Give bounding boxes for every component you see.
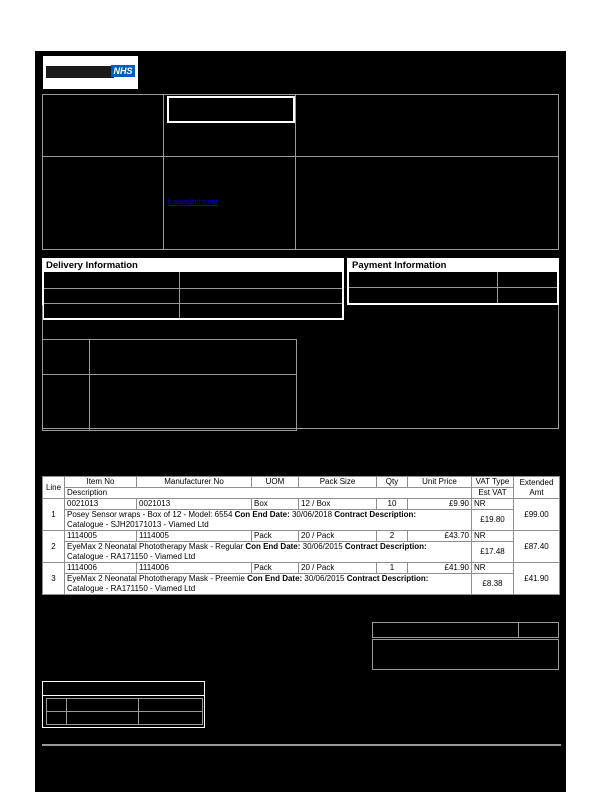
approval-col-line-2 [138,698,139,725]
approval-box-header-line [43,695,204,696]
item-line-number: 1 [43,499,65,531]
item-row-top [43,531,560,542]
item-description-text: EyeMax 2 Neonatal Phototherapy Mask - Regular [67,542,246,551]
col-header-line: Line [43,477,65,499]
totals-col-line [518,622,519,638]
item-manufacturer-no: 1114006 [137,563,252,574]
item-row-description [43,574,560,595]
item-est-vat: £19.80 [472,510,514,531]
item-description [65,542,472,563]
items-header-row-2 [43,488,560,499]
header-band [42,51,558,91]
delivery-row-line-1 [44,288,342,289]
item-line-number: 3 [43,563,65,595]
item-extended-amt: £99.00 [514,499,560,531]
item-qty: 2 [377,531,408,542]
item-extended-amt: £41.90 [514,563,560,595]
delivery-info-title: Delivery Information [46,260,138,271]
item-extended-amt: £87.40 [514,531,560,563]
item-description-text: EyeMax 2 Neonatal Phototherapy Mask - Preemie [67,574,248,583]
item-con-end-label: Con End Date: [245,542,301,551]
item-catalogue: Catalogue - RA171150 - Viamed Ltd [67,552,196,561]
col-header-manufacturer-no: Manufacturer No [137,477,252,488]
item-row-description [43,510,560,531]
logo-dark-bar-icon [46,66,114,78]
col-header-uom: UOM [252,477,299,488]
item-no: 1114005 [65,531,137,542]
approval-row-line [46,711,203,712]
item-row-description [43,542,560,563]
item-vat-type: NR [472,531,514,542]
item-uom: Box [252,499,299,510]
item-row-top [43,563,560,574]
col-header-description: Description [65,488,472,499]
item-description [65,510,472,531]
payment-row-line [349,287,557,288]
item-uom: Pack [252,531,299,542]
item-description-text: Posey Sensor wraps - Box of 12 - Model: 6554 [67,510,235,519]
totals-summary-box [372,639,559,670]
item-description [65,574,472,595]
grid-divider-vertical-1 [163,94,164,250]
approval-box [42,681,205,728]
order-info-grid [42,94,559,250]
item-no: 1114006 [65,563,137,574]
item-unit-price: £41.90 [408,563,472,574]
approval-col-line-1 [66,698,67,725]
item-con-end-value: 30/06/2015 [300,542,345,551]
item-manufacturer-no: 1114005 [137,531,252,542]
item-est-vat: £17.48 [472,542,514,563]
item-con-end-value: 30/06/2015 [302,574,347,583]
items-table-wrapper [42,476,559,595]
col-header-qty: Qty [377,477,408,488]
items-header-row-1 [43,477,560,488]
item-est-vat: £8.38 [472,574,514,595]
col-header-est-vat: Est VAT [472,488,514,499]
col-header-extended-amt: Extended Amt [514,477,560,499]
notes-grid [42,339,297,431]
grid-divider-vertical-2 [295,94,296,250]
item-unit-price: £9.90 [408,499,472,510]
item-con-end-label: Con End Date: [247,574,303,583]
item-contract-desc-label: Contract Description: [334,510,417,519]
email-link[interactable]: b.user@nhs.net [168,199,218,206]
item-pack-size: 12 / Box [299,499,377,510]
item-pack-size: 20 / Pack [299,563,377,574]
item-unit-price: £43.70 [408,531,472,542]
item-con-end-label: Con End Date: [234,510,290,519]
totals-row-box [372,622,559,638]
payment-info-title: Payment Information [352,260,447,271]
item-qty: 1 [377,563,408,574]
notes-grid-col-line [89,339,90,431]
col-header-item-no: Item No [65,477,137,488]
grid-divider-horizontal [42,156,559,157]
item-catalogue: Catalogue - SJH20171013 - Viamed Ltd [67,520,209,529]
item-contract-desc-label: Contract Description: [346,574,429,583]
item-vat-type: NR [472,563,514,574]
logo [43,56,138,89]
items-table-body [43,499,560,595]
logo-nhs-badge: NHS [111,65,135,77]
col-header-vat-type: VAT Type [472,477,514,488]
item-row-top [43,499,560,510]
item-con-end-value: 30/06/2018 [289,510,335,519]
item-no: 0021013 [65,499,137,510]
item-qty: 10 [377,499,408,510]
item-catalogue: Catalogue - RA171150 - Viamed Ltd [67,584,196,593]
footer-divider [42,744,561,746]
item-vat-type: NR [472,499,514,510]
col-header-pack-size: Pack Size [299,477,377,488]
items-table [42,476,560,595]
item-pack-size: 20 / Pack [299,531,377,542]
item-contract-desc-label: Contract Description: [344,542,427,551]
delivery-row-line-2 [44,303,342,304]
notes-grid-row-line [42,374,297,375]
item-uom: Pack [252,563,299,574]
col-header-unit-price: Unit Price [408,477,472,488]
payment-col-line [497,272,498,303]
order-number-box [167,96,295,123]
payment-info-panel [347,258,559,305]
item-line-number: 2 [43,531,65,563]
item-manufacturer-no: 0021013 [137,499,252,510]
